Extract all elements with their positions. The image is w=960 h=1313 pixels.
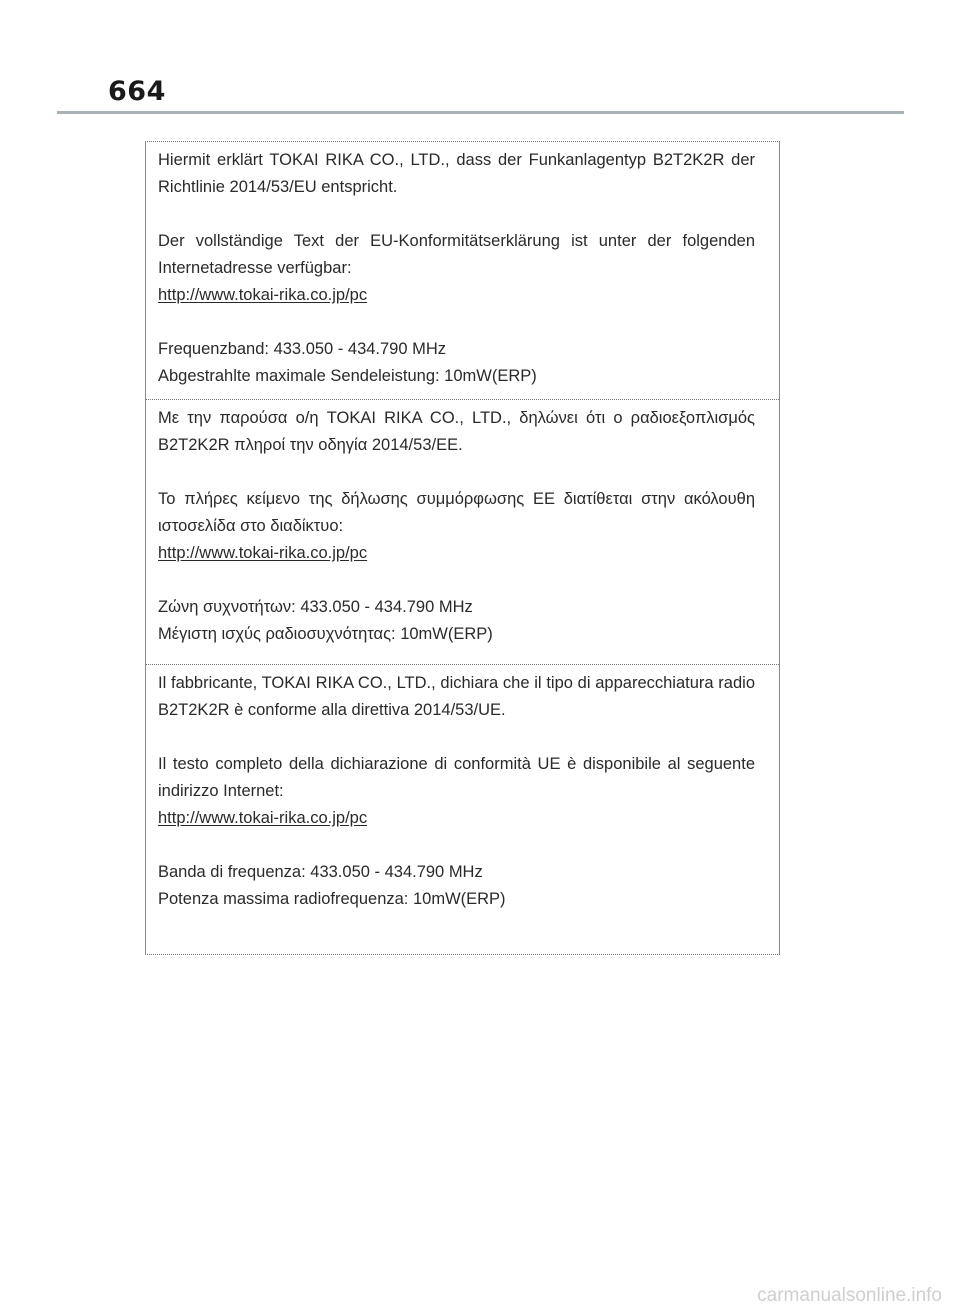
availability-sentence: Il testo completo della dichiarazione di conformità UE è disponibile al seguente indirizzo Internet: [158, 755, 755, 800]
section-italian [146, 664, 779, 954]
availability-sentence: Der vollständige Text der EU-Konformitätserklärung ist unter der folgenden Internetadresse verfügbar: [158, 232, 755, 277]
frequency-band: Banda di frequenza: 433.050 - 434.790 MHz [158, 863, 483, 881]
availability-sentence: Το πλήρες κείμενο της δήλωσης συμμόρφωσης ΕΕ διατίθεται στην ακόλουθη ιστοσελίδα στο διαδίκτυο: [158, 490, 755, 535]
declaration-url-link[interactable]: http://www.tokai-rika.co.jp/pc [158, 809, 368, 827]
declaration-text: Με την παρούσα ο/η TOKAI RIKA CO., LTD., δηλώνει ότι ο ραδιοεξοπλισμός B2T2K2R πληροί την οδηγία 2014/53/ΕΕ. [158, 409, 755, 454]
declaration-text: Hiermit erklärt TOKAI RIKA CO., LTD., dass der Funkanlagentyp B2T2K2R der Richtlinie 2014/53/EU entspricht. [158, 151, 755, 196]
max-power: Potenza massima radiofrequenza: 10mW(ERP) [158, 890, 506, 908]
max-power: Abgestrahlte maximale Sendeleistung: 10mW(ERP) [158, 367, 537, 385]
radio-specs [158, 336, 755, 390]
radio-specs [158, 594, 755, 648]
declaration-box [145, 141, 780, 955]
frequency-band: Ζώνη συχνοτήτων: 433.050 - 434.790 MHz [158, 598, 473, 616]
site-watermark: carmanualsonline.info [757, 1285, 942, 1306]
page-number: 664 [108, 76, 166, 107]
availability-text [158, 228, 755, 309]
header-divider [57, 111, 904, 114]
availability-text [158, 486, 755, 567]
frequency-band: Frequenzband: 433.050 - 434.790 MHz [158, 340, 447, 358]
section-greek [146, 399, 779, 664]
declaration-url-link[interactable]: http://www.tokai-rika.co.jp/pc [158, 286, 368, 304]
declaration-text: Il fabbricante, TOKAI RIKA CO., LTD., dichiara che il tipo di apparecchiatura radio B2T2K2R è conforme alla direttiva 2014/53/UE. [158, 674, 755, 719]
availability-text [158, 751, 755, 832]
declaration-url-link[interactable]: http://www.tokai-rika.co.jp/pc [158, 544, 368, 562]
max-power: Μέγιστη ισχύς ραδιοσυχνότητας: 10mW(ERP) [158, 625, 493, 643]
section-german [146, 142, 779, 399]
radio-specs [158, 859, 755, 913]
